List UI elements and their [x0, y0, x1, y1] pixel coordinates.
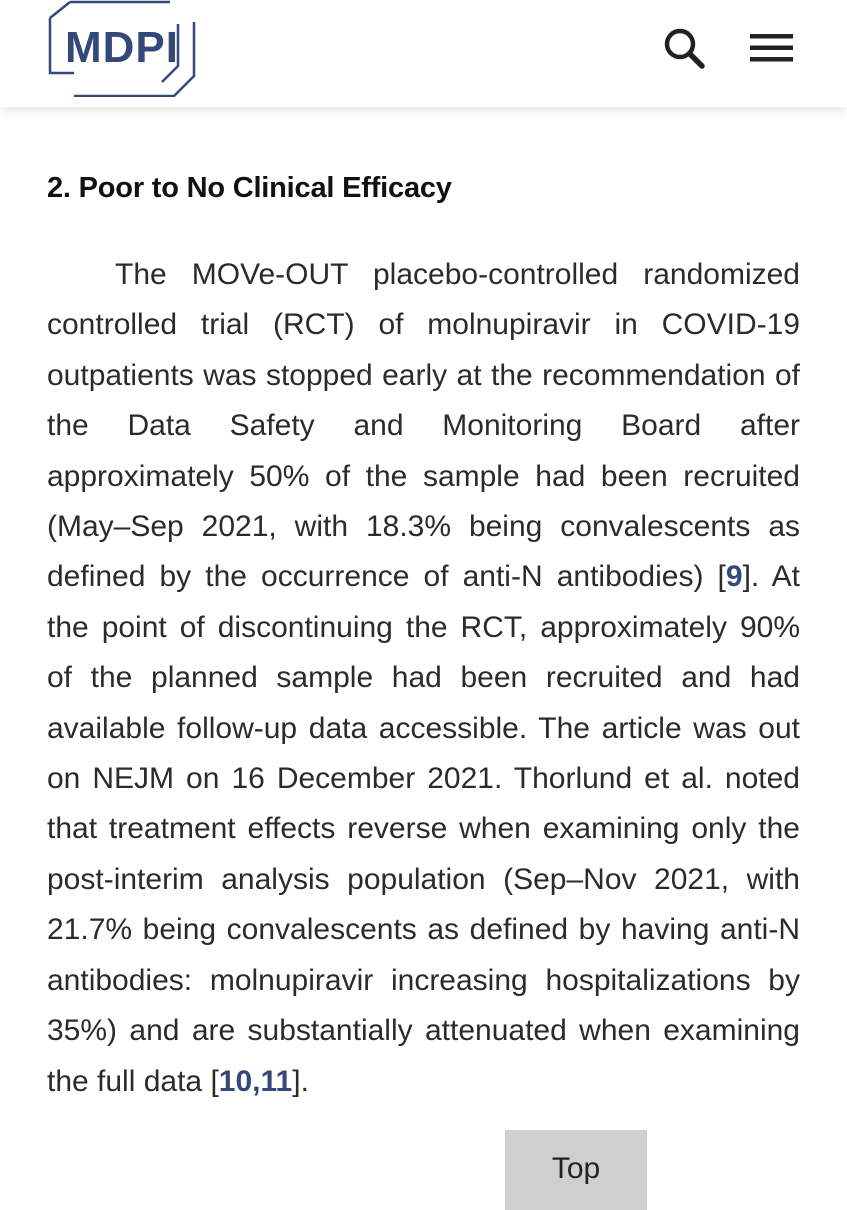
top-bar [0, 0, 847, 107]
article-section [47, 160, 800, 1107]
search-button[interactable] [660, 24, 708, 72]
mdpi-logo[interactable] [46, 0, 198, 97]
search-icon [660, 24, 708, 72]
paragraph-text-2: ]. At the point of discontinuing the RCT, approximately 90% of the planned sample had been recruited and had available follow-up data accessible. The article was out on NEJM on 16 December 2021. Thorlund et al. noted that treatment effects reverse when examining only the post-interim analysis population (Sep–Nov 2021, with 21.7% being convalescents as defined by having anti-N antibodies: molnupiravir increasing hospitalizations by 35%) and are substantially attenuated when examining the full data [ [47, 560, 800, 1098]
paragraph-text-3: ]. [292, 1064, 309, 1098]
paragraph-text-1: The MOVe-OUT placebo-controlled randomized controlled trial (RCT) of molnupiravir in COVID-19 outpatients was stopped early at the recommendation of the Data Safety and Monitoring Board after approximately 50% of the sample had been recruited (May–Sep 2021, with 18.3% being convalescents as defined by the occurrence of anti-N antibodies) [ [47, 258, 800, 594]
reference-link-10[interactable]: 10 [218, 1064, 253, 1098]
article-paragraph [47, 250, 800, 1107]
back-to-top-button[interactable] [505, 1130, 647, 1210]
menu-icon [744, 24, 798, 72]
section-title: 2. Poor to No Clinical Efficacy [47, 172, 452, 204]
menu-button[interactable] [744, 24, 798, 72]
back-to-top-label: Top [551, 1152, 601, 1185]
logo-text: MDPI [65, 23, 179, 72]
reference-link-11[interactable]: 11 [260, 1064, 293, 1098]
reference-link-9[interactable]: 9 [725, 560, 743, 594]
reference-separator: , [252, 1064, 261, 1098]
